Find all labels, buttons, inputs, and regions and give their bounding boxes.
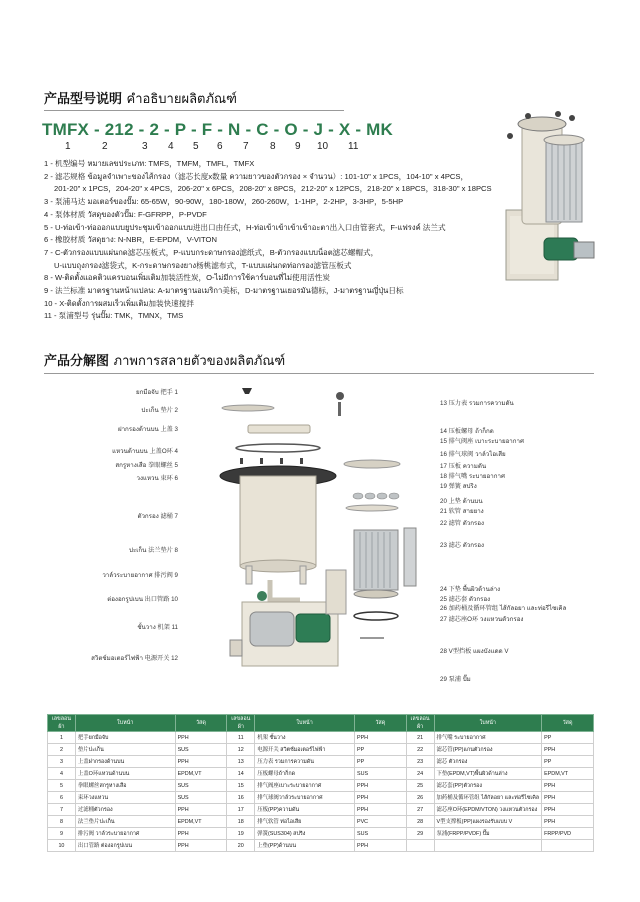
column-header: ใบหน้า xyxy=(434,715,542,732)
table-cell: PP xyxy=(354,756,406,768)
table-cell: 排气阀座เบาะระบายอากาศ xyxy=(255,780,355,792)
table-cell: 22 xyxy=(406,744,434,756)
part-label: ปะเก็น 垫片 2 xyxy=(141,407,178,414)
part-label: 27 滤芯座O环 วงแหวนตัวกรอง xyxy=(440,616,524,623)
part-label: 18 排气嘴 ระบายอากาศ xyxy=(440,473,505,480)
table-cell: 21 xyxy=(406,732,434,744)
code-number: 7 xyxy=(243,141,249,152)
table-cell: 27 xyxy=(406,804,434,816)
exploded-diagram xyxy=(150,380,470,690)
code-number: 6 xyxy=(217,141,223,152)
part-label: 28 V型挡板 แผงบังแดด V xyxy=(440,648,509,655)
product-photo xyxy=(500,110,612,285)
part-label: ต่องอกรูปเบน 出口管路 10 xyxy=(107,596,178,603)
part-label: 25 滤芯套 ตัวกรอง xyxy=(440,596,491,603)
table-cell: SUS xyxy=(175,780,227,792)
spec-item: 3 - 泵浦马达 มอเตอร์ของปั๊ม: 65-65W，90-90W，180-180W，260-260W，1-1HP，2-2HP，3-3HP，5-5HP xyxy=(44,197,404,207)
column-header: วัสดุ xyxy=(175,715,227,732)
table-cell: 排气嘴 ระบายอากาศ xyxy=(434,732,542,744)
table-cell: 19 xyxy=(227,828,255,840)
table-row xyxy=(48,768,594,780)
model-code-numbers xyxy=(0,141,400,153)
table-cell: PPH xyxy=(542,780,594,792)
table-cell: 压板(PP)ความดัน xyxy=(255,804,355,816)
table-cell: 26 xyxy=(406,792,434,804)
table-row xyxy=(48,840,594,852)
table-cell: SUS xyxy=(175,744,227,756)
part-label: วาล์วระบายอากาศ 排污阀 9 xyxy=(102,572,178,579)
part-label: 16 排气球阀 วาล์วไอเสีย xyxy=(440,451,506,458)
table-cell: FRPP/PVD xyxy=(542,828,594,840)
table-cell: PPH xyxy=(354,732,406,744)
table-cell: 20 xyxy=(227,840,255,852)
table-cell: PPH xyxy=(175,732,227,744)
table-cell: 24 xyxy=(406,768,434,780)
table-cell: 3 xyxy=(48,756,76,768)
table-cell: 5 xyxy=(48,780,76,792)
table-cell: 过滤桶ตัวกรอง xyxy=(75,804,175,816)
table-cell: 束环วงแหวน xyxy=(75,792,175,804)
table-cell: 垫片ปะเก็น xyxy=(75,744,175,756)
table-cell: PP xyxy=(542,732,594,744)
spec-item: 8 - W-ติดตั้งแอคติวแครบอนเพิ่มเติม加装活性炭，O-ไม่มีการใช้คาร์บอนที่ไม่使用活性炭 xyxy=(44,273,330,283)
part-label: 21 软管 สายยาง xyxy=(440,508,484,515)
part-label: ปะเก็น 法兰垫片 8 xyxy=(129,547,178,554)
spec-item: 10 - X-ติดตั้งการผสมเร็วเพิ่มเติม加装快速搅拌 xyxy=(44,298,194,308)
table-cell: 加药桶及循环管组 ไส้กัลอยา และท่อรีไซเคิล xyxy=(434,792,542,804)
table-cell: 排气软管 ท่อไอเสีย xyxy=(255,816,355,828)
table-cell: 18 xyxy=(227,816,255,828)
divider xyxy=(44,373,594,374)
parts-table xyxy=(47,714,594,852)
part-label: 15 排气阀座 เบาะระบายอากาศ xyxy=(440,438,524,445)
table-row xyxy=(48,744,594,756)
table-cell: 电源开关 สวิตช์มอเตอร์ไฟฟ้า xyxy=(255,744,355,756)
table-cell: 11 xyxy=(227,732,255,744)
part-label: วงแหวน 束环 6 xyxy=(136,475,178,482)
table-cell: SUS xyxy=(354,828,406,840)
table-cell: PP xyxy=(354,744,406,756)
table-cell: 23 xyxy=(406,756,434,768)
table-cell: PPH xyxy=(542,816,594,828)
column-header: เลขลอนผ้า xyxy=(227,715,255,732)
table-cell: 4 xyxy=(48,768,76,780)
section-title-model xyxy=(44,88,237,109)
part-label: 23 滤芯 ตัวกรอง xyxy=(440,542,484,549)
part-label: 26 加药桶及循环管组 ไส้กัลอยา และท่อรีไซเคิล xyxy=(440,605,567,612)
code-number: 5 xyxy=(193,141,199,152)
part-label: สกรูหางเสือ 拳眼螺丝 5 xyxy=(115,462,178,469)
column-header: เลขลอนผ้า xyxy=(48,715,76,732)
part-label: 22 滤管 ตัวกรอง xyxy=(440,520,484,527)
table-row xyxy=(48,792,594,804)
part-label: 13 压力表 รวมการความดัน xyxy=(440,400,514,407)
table-cell: 14 xyxy=(227,768,255,780)
part-label: 24 下垫 พื้นผิวด้านล่าง xyxy=(440,586,501,593)
code-number: 2 xyxy=(102,141,108,152)
table-cell: 下垫(EPDM,VT)พื้นผิวด้านล่าง xyxy=(434,768,542,780)
table-cell: 16 xyxy=(227,792,255,804)
section-title-th: คำอธิบายผลิตภัณฑ์ xyxy=(126,92,237,107)
table-cell: 压板螺母ถ้าก็กด xyxy=(255,768,355,780)
table-cell: 9 xyxy=(48,828,76,840)
table-cell: 12 xyxy=(227,744,255,756)
code-number: 1 xyxy=(65,141,71,152)
table-cell: PPH xyxy=(354,804,406,816)
table-cell: PPH xyxy=(354,780,406,792)
table-cell: SUS xyxy=(175,792,227,804)
part-label: 14 压板螺母 ถ้าก็กด xyxy=(440,428,494,435)
table-row xyxy=(48,732,594,744)
table-cell: EPDM,VT xyxy=(542,768,594,780)
column-header: วัสดุ xyxy=(542,715,594,732)
table-cell: 29 xyxy=(406,828,434,840)
table-cell: PPH xyxy=(175,804,227,816)
table-cell: 13 xyxy=(227,756,255,768)
table-cell: 上盖O环แหวนด้านบน xyxy=(75,768,175,780)
spec-item: 4 - 泵体材质 วัสดุของตัวปั๊ม: F-GFRPP，P-PVDF xyxy=(44,209,207,219)
table-cell: PPH xyxy=(175,828,227,840)
table-cell xyxy=(406,840,434,852)
table-cell xyxy=(542,840,594,852)
table-cell: 17 xyxy=(227,804,255,816)
table-cell: 1 xyxy=(48,732,76,744)
code-number: 3 xyxy=(142,141,148,152)
part-label: ชั้นวาง 机架 11 xyxy=(137,624,178,631)
table-cell: 15 xyxy=(227,780,255,792)
part-label: 20 上垫 ด้านบน xyxy=(440,498,483,505)
table-cell: PPH xyxy=(542,804,594,816)
spec-item: 2 - 滤芯规格 ข้อมูลจำเพาะของไส้กรอง（滤芯长度x数量 ความยาวของตัวกรอง × จำนวน）: 101-10" x 1PCS，104-10" x 4PCS， xyxy=(44,171,469,181)
table-header-row xyxy=(48,715,594,732)
code-number: 10 xyxy=(317,141,329,152)
spec-item: 5 - U-ท่อเข้า-ท่อออกแบบยูประชุมเข้าออกแบบ进出口由任式，H-ท่อเข้าเข้าเข้าเข้าอะตา出入口由管套式，F-แฟรงค์ 法兰式 xyxy=(44,222,446,232)
spec-item: 1 - 机型编号 หมายเลขประเภท: TMFS，TMFM，TMFL，TMFX xyxy=(44,159,255,168)
table-cell: PPH xyxy=(175,840,227,852)
table-cell: SUS xyxy=(354,768,406,780)
table-cell: EPDM,VT xyxy=(175,768,227,780)
part-label: สวิตช์มอเตอร์ไฟฟ้า 电源开关 12 xyxy=(91,655,178,662)
table-cell: 滤芯 ตัวกรอง xyxy=(434,756,542,768)
column-header: เลขลอนผ้า xyxy=(406,715,434,732)
table-cell: 上盖ฝากรองด้านบน xyxy=(75,756,175,768)
table-cell: PPH xyxy=(175,756,227,768)
part-label: แหวนด้านบน 上盖O环 4 xyxy=(112,448,178,455)
table-cell: 压力表 รวมการความดัน xyxy=(255,756,355,768)
table-cell: V型支撑板(PP)แผงรองรับแบบ V xyxy=(434,816,542,828)
table-cell: 10 xyxy=(48,840,76,852)
section-title-cn: 产品分解图 xyxy=(44,354,110,369)
divider xyxy=(44,110,344,111)
spec-item: U-แบบถุงกรอง滤袋式，K-กระดาษกรองยาง杨桃滤布式，T-แบบแผ่นกดท่อกรอง滤管压板式 xyxy=(54,260,352,270)
part-label: 17 压板 ความดัน xyxy=(440,463,487,470)
table-cell: EPDM,VT xyxy=(175,816,227,828)
spec-item: 11 - 泵浦型号 รุ่นปั๊ม: TMK，TMNX，TMS xyxy=(44,311,184,321)
section-title-exploded xyxy=(44,350,285,371)
spec-item: 201-20" x 1PCS，204-20" x 4PCS，206-20" x 6PCS，208-20" x 8PCS，212-20" x 12PCS，218-20" x 18PCS，318-30" x 18PCS xyxy=(54,184,492,194)
table-cell: PP xyxy=(542,756,594,768)
part-label: 19 弹簧 สปริง xyxy=(440,483,477,490)
spec-list xyxy=(44,158,514,323)
section-title-th: ภาพการสลายตัวของผลิตภัณฑ์ xyxy=(113,354,286,369)
column-header: ใบหน้า xyxy=(255,715,355,732)
table-cell: 上垫(PP)ด้านบน xyxy=(255,840,355,852)
table-cell: 2 xyxy=(48,744,76,756)
table-cell: 滤芯座O环(EPDM/VTON) วงแหวนตัวกรอง xyxy=(434,804,542,816)
table-row xyxy=(48,828,594,840)
table-cell: 28 xyxy=(406,816,434,828)
table-cell: 机架 ชั้นวาง xyxy=(255,732,355,744)
table-row xyxy=(48,816,594,828)
part-label: 29 泵浦 ปั๊ม xyxy=(440,676,471,683)
code-number: 9 xyxy=(295,141,301,152)
table-cell: PPH xyxy=(354,792,406,804)
column-header: ใบหน้า xyxy=(75,715,175,732)
table-row xyxy=(48,780,594,792)
part-label: ตัวกรอง 滤桶 7 xyxy=(137,513,178,520)
table-cell: 出口管路 ต่องอกรูปเบน xyxy=(75,840,175,852)
table-cell: 25 xyxy=(406,780,434,792)
table-row xyxy=(48,804,594,816)
table-cell: PPH xyxy=(354,840,406,852)
table-cell xyxy=(434,840,542,852)
table-cell: 8 xyxy=(48,816,76,828)
table-cell: PVC xyxy=(354,816,406,828)
spec-item: 7 - C-ตัวกรองแบบแผ่นกด滤芯压板式，P-แบบกระดาษกรอง滤纸式，B-ตัวกรองแบบน็อต滤芯螺帽式， xyxy=(44,247,379,257)
table-cell: 排污阀 วาล์วระบายอากาศ xyxy=(75,828,175,840)
code-number: 4 xyxy=(168,141,174,152)
code-number: 8 xyxy=(270,141,276,152)
table-cell: 7 xyxy=(48,804,76,816)
table-cell: 滤芯管(PP)แกนตัวกรอง xyxy=(434,744,542,756)
table-cell: 6 xyxy=(48,792,76,804)
model-code: TMFX - 212 - 2 - P - F - N - C - O - J - X - MK xyxy=(42,120,393,139)
code-number: 11 xyxy=(348,141,359,152)
table-cell: 滤芯套(PP)ตัวกรอง xyxy=(434,780,542,792)
table-cell: 弹簧(SUS304) สปริง xyxy=(255,828,355,840)
table-cell: 拳眼螺丝สกรูหางเสือ xyxy=(75,780,175,792)
table-cell: PPH xyxy=(542,744,594,756)
table-cell: 把手ยกมือจับ xyxy=(75,732,175,744)
table-cell: 排气球阀วาล์วระบายอากาศ xyxy=(255,792,355,804)
table-row xyxy=(48,756,594,768)
column-header: วัสดุ xyxy=(354,715,406,732)
table-cell: 法兰垫片ปะเก็น xyxy=(75,816,175,828)
part-label: ฝากรองด้านบน 上盖 3 xyxy=(117,426,178,433)
table-cell: PPH xyxy=(542,792,594,804)
spec-item: 9 - 法兰标准 มาตรฐานหน้าแปลน: A-มาตรฐานอเมริกา美标，D-มาตรฐานเยอรมัน德标，J-มาตรฐานญี่ปุ่น日标 xyxy=(44,286,404,296)
part-label: ยกมือจับ 把手 1 xyxy=(136,389,178,396)
table-cell: 泵浦(FRPP/PVDF) ปั๊ม xyxy=(434,828,542,840)
spec-item: 6 - 橡胶材质 วัสดุยาง: N-NBR，E-EPDM，V-VITON xyxy=(44,235,217,245)
section-title-cn: 产品型号说明 xyxy=(44,92,123,107)
